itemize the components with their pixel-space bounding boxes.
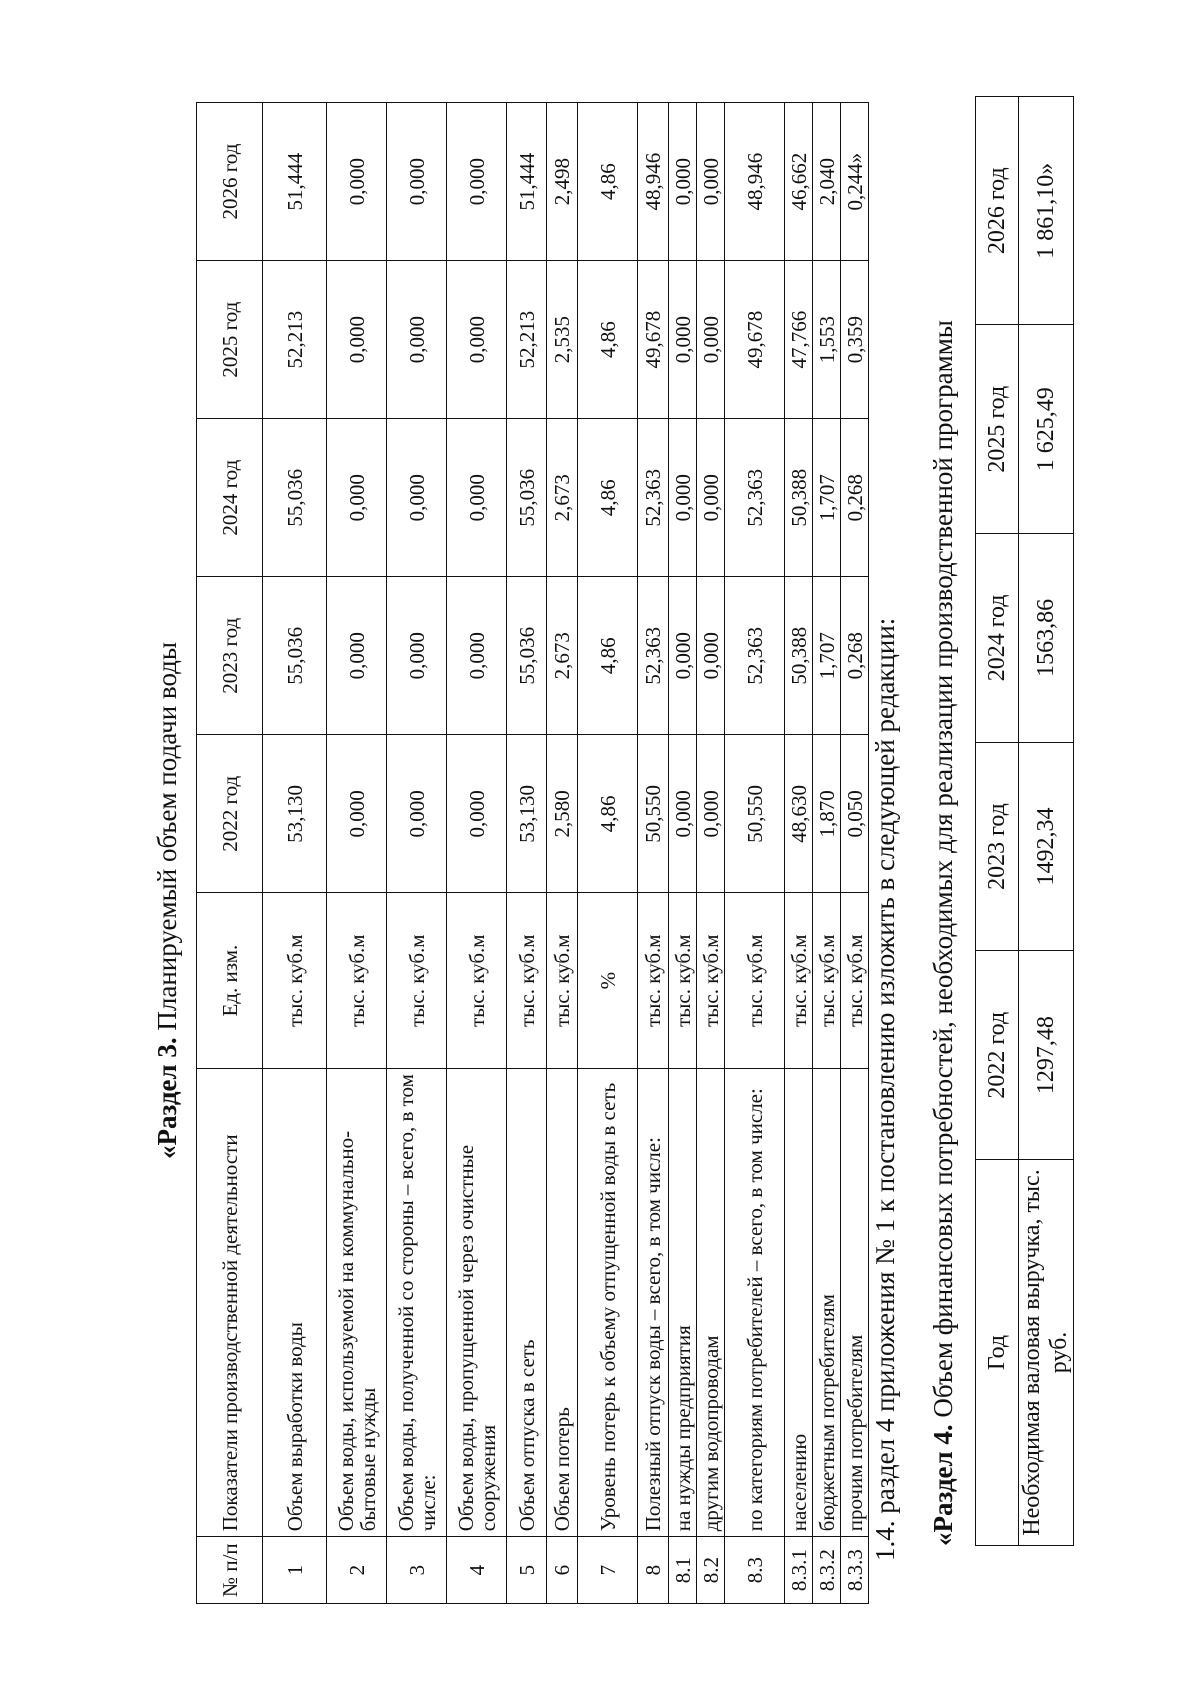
value-cell: 0,000 [669, 103, 697, 261]
value-cell: 0,000 [327, 419, 387, 577]
value-cell: 4,86 [578, 735, 638, 893]
row-number-cell: 3 [387, 1537, 447, 1604]
section4-title-text: Объем финансовых потребностей, необходимых для реализации производственной программы [928, 320, 958, 1425]
unit-cell: тыс. куб.м [813, 893, 841, 1069]
value-cell: 55,036 [507, 419, 547, 577]
row-number-cell: 1 [263, 1537, 327, 1604]
table-row [697, 103, 725, 1604]
value-cell: 0,000 [697, 735, 725, 893]
row-number-cell: 8.3.3 [841, 1537, 869, 1604]
header-cell: Год [976, 1160, 1019, 1546]
unit-cell: тыс. куб.м [638, 893, 669, 1069]
indicator-name-cell: Уровень потерь к объему отпущенной воды в сеть [578, 1068, 638, 1536]
indicator-name-cell: на нужды предприятия [669, 1068, 697, 1536]
value-cell: 2,673 [547, 577, 578, 735]
value-cell: 0,000 [387, 735, 447, 893]
indicator-name-cell: населению [785, 1068, 813, 1536]
table-row [447, 103, 507, 1604]
water-supply-table-body [197, 103, 869, 1604]
value-cell: 2,535 [547, 261, 578, 419]
header-cell: 2022 год [197, 735, 263, 893]
table-header-row [197, 103, 263, 1604]
table-row [547, 103, 578, 1604]
table-row [1019, 97, 1074, 1546]
value-cell: 0,000 [387, 419, 447, 577]
table-row [387, 103, 447, 1604]
table-row [725, 103, 785, 1604]
header-cell: 2023 год [197, 577, 263, 735]
value-cell: 48,946 [725, 103, 785, 261]
table-row [841, 103, 869, 1604]
value-cell: 52,213 [263, 261, 327, 419]
indicator-name-cell: по категориям потребителей – всего, в том числе: [725, 1068, 785, 1536]
value-cell: 1,553 [813, 261, 841, 419]
value-cell: 55,036 [263, 577, 327, 735]
value-cell: 1,870 [813, 735, 841, 893]
value-cell: 1563,86 [1019, 534, 1074, 743]
value-cell: 2,580 [547, 735, 578, 893]
value-cell: 0,268 [841, 419, 869, 577]
value-cell: 53,130 [263, 735, 327, 893]
value-cell: 51,444 [263, 103, 327, 261]
row-number-cell: 6 [547, 1537, 578, 1604]
header-cell: 2026 год [197, 103, 263, 261]
header-cell: 2024 год [197, 419, 263, 577]
header-cell: 2023 год [976, 742, 1019, 951]
unit-cell: тыс. куб.м [263, 893, 327, 1069]
table-row [785, 103, 813, 1604]
value-cell: 0,000 [327, 261, 387, 419]
unit-cell: тыс. куб.м [507, 893, 547, 1069]
row-number-cell: 8.2 [697, 1537, 725, 1604]
value-cell: 1,707 [813, 419, 841, 577]
value-cell: 52,363 [725, 419, 785, 577]
unit-cell: тыс. куб.м [697, 893, 725, 1069]
value-cell: 49,678 [638, 261, 669, 419]
value-cell: 46,662 [785, 103, 813, 261]
table-row [263, 103, 327, 1604]
header-cell: Показатели производственной деятельности [197, 1068, 263, 1536]
row-number-cell: 8 [638, 1537, 669, 1604]
value-cell: 55,036 [507, 577, 547, 735]
value-cell: 52,213 [507, 261, 547, 419]
value-cell: 50,388 [785, 577, 813, 735]
value-cell: 0,244» [841, 103, 869, 261]
value-cell: 0,000 [669, 419, 697, 577]
value-cell: 4,86 [578, 577, 638, 735]
value-cell: 2,040 [813, 103, 841, 261]
value-cell: 0,000 [697, 103, 725, 261]
value-cell: 0,000 [387, 261, 447, 419]
value-cell: 0,000 [447, 103, 507, 261]
value-cell: 0,000 [669, 577, 697, 735]
value-cell: 0,000 [669, 261, 697, 419]
value-cell: 49,678 [725, 261, 785, 419]
unit-cell: тыс. куб.м [841, 893, 869, 1069]
value-cell: 1297,48 [1019, 951, 1074, 1160]
value-cell: 53,130 [507, 735, 547, 893]
unit-cell: % [578, 893, 638, 1069]
section4-title [928, 320, 959, 1546]
table-row [327, 103, 387, 1604]
value-cell: 51,444 [507, 103, 547, 261]
row-number-cell: 7 [578, 1537, 638, 1604]
table-row [813, 103, 841, 1604]
table-row [578, 103, 638, 1604]
unit-cell: тыс. куб.м [725, 893, 785, 1069]
value-cell: 0,000 [447, 419, 507, 577]
indicator-name-cell: прочим потребителям [841, 1068, 869, 1536]
value-cell: 50,388 [785, 419, 813, 577]
section3-title [152, 642, 183, 1159]
value-cell: 0,000 [697, 419, 725, 577]
value-cell: 0,000 [327, 577, 387, 735]
amendment-text: 1.4. раздел 4 приложения № 1 к постановлению изложить в следующей редакции: [870, 617, 900, 1561]
header-cell: 2025 год [197, 261, 263, 419]
indicator-name-cell: Объем отпуска в сеть [507, 1068, 547, 1536]
indicator-name-cell: Объем потерь [547, 1068, 578, 1536]
unit-cell: тыс. куб.м [669, 893, 697, 1069]
row-number-cell: 5 [507, 1537, 547, 1604]
indicator-name-cell: бюджетным потребителям [813, 1068, 841, 1536]
row-number-cell: 8.3.1 [785, 1537, 813, 1604]
header-cell: 2024 год [976, 534, 1019, 743]
row-number-cell: 4 [447, 1537, 507, 1604]
value-cell: 50,550 [725, 735, 785, 893]
value-cell: 4,86 [578, 261, 638, 419]
value-cell: 0,000 [697, 577, 725, 735]
value-cell: 2,673 [547, 419, 578, 577]
unit-cell: тыс. куб.м [447, 893, 507, 1069]
value-cell: 0,000 [327, 103, 387, 261]
indicator-name-cell: Объем воды, пропущенной через очистные сооружения [447, 1068, 507, 1536]
value-cell: 0,000 [387, 577, 447, 735]
value-cell: 52,363 [638, 419, 669, 577]
header-cell: № п/п [197, 1537, 263, 1604]
table-row [638, 103, 669, 1604]
indicator-name-cell: Объем выработки воды [263, 1068, 327, 1536]
table-header-row [976, 97, 1019, 1546]
value-cell: 0,000 [669, 735, 697, 893]
value-cell: 0,000 [447, 261, 507, 419]
value-cell: 2,498 [547, 103, 578, 261]
table-row [507, 103, 547, 1604]
value-cell: 1492,34 [1019, 742, 1074, 951]
indicator-name-cell: Объем воды, полученной со стороны – всего, в том числе: [387, 1068, 447, 1536]
indicator-name-cell: Полезный отпуск воды – всего, в том числе: [638, 1068, 669, 1536]
value-cell: 1,707 [813, 577, 841, 735]
unit-cell: тыс. куб.м [387, 893, 447, 1069]
section4-title-bold: «Раздел 4. [928, 1424, 958, 1546]
header-cell: 2026 год [976, 97, 1019, 325]
unit-cell: тыс. куб.м [327, 893, 387, 1069]
value-cell: 0,000 [447, 735, 507, 893]
value-cell: 0,359 [841, 261, 869, 419]
section3-title-text: Планируемый объем подачи воды [152, 641, 182, 1038]
section3-title-bold: «Раздел 3. [152, 1037, 182, 1159]
value-cell: 0,000 [447, 577, 507, 735]
header-cell: 2022 год [976, 951, 1019, 1160]
value-cell: 1 861,10» [1019, 97, 1074, 325]
row-number-cell: 8.3.2 [813, 1537, 841, 1604]
indicator-name-cell: другим водопроводам [697, 1068, 725, 1536]
row-number-cell: 8.1 [669, 1537, 697, 1604]
value-cell: 0,050 [841, 735, 869, 893]
value-cell: 47,766 [785, 261, 813, 419]
value-cell: 52,363 [725, 577, 785, 735]
header-cell: Ед. изм. [197, 893, 263, 1069]
value-cell: 1 625,49 [1019, 325, 1074, 534]
row-label-cell: Необходимая валовая выручка, тыс. руб. [1019, 1160, 1074, 1546]
value-cell: 0,000 [387, 103, 447, 261]
value-cell: 0,268 [841, 577, 869, 735]
table-row [669, 103, 697, 1604]
value-cell: 4,86 [578, 103, 638, 261]
unit-cell: тыс. куб.м [547, 893, 578, 1069]
financial-needs-table [975, 96, 1074, 1546]
indicator-name-cell: Объем воды, используемой на коммунально-бытовые нужды [327, 1068, 387, 1536]
header-cell: 2025 год [976, 325, 1019, 534]
value-cell: 55,036 [263, 419, 327, 577]
unit-cell: тыс. куб.м [785, 893, 813, 1069]
value-cell: 48,630 [785, 735, 813, 893]
value-cell: 48,946 [638, 103, 669, 261]
value-cell: 52,363 [638, 577, 669, 735]
value-cell: 4,86 [578, 419, 638, 577]
value-cell: 50,550 [638, 735, 669, 893]
row-number-cell: 8.3 [725, 1537, 785, 1604]
value-cell: 0,000 [327, 735, 387, 893]
row-number-cell: 2 [327, 1537, 387, 1604]
value-cell: 0,000 [697, 261, 725, 419]
water-supply-table [196, 102, 869, 1604]
